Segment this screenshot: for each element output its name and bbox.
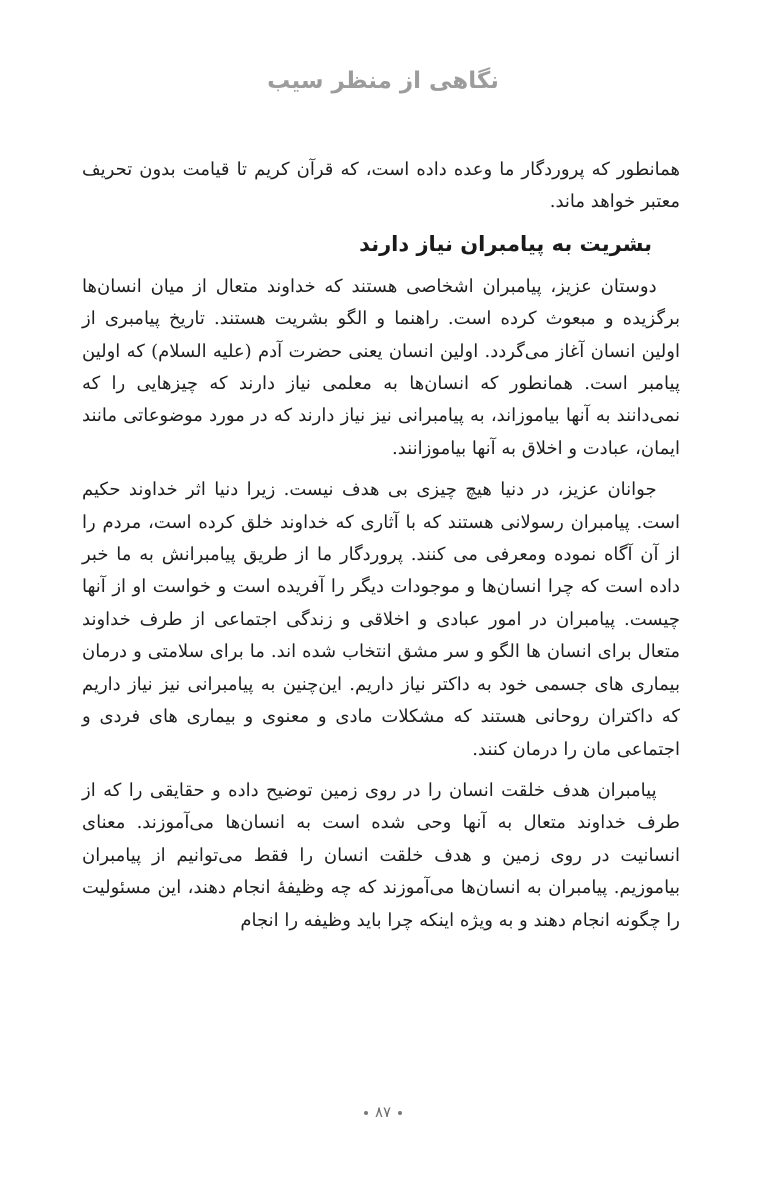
bullet-dot-icon [364,1111,368,1115]
bullet-dot-icon [398,1111,402,1115]
running-header-title: نگاهی از منظر سیب [267,68,499,94]
section-heading: بشریت به پیامبران نیاز دارند [359,231,652,256]
body-paragraph-2: جوانان عزیز، در دنیا هیچ چیزی بی هدف نیست. زیرا دنیا اثر خداوند حکیم است. پیامبران رسولانی هستند که با آثاری که خداوند خلق کرده است، مردم را از آن آگاه نموده ومعرفی می کنند. پروردگار ما از طریق پیامبرانش به ما خبر داده است که چرا انسان‌ها و موجودات دیگر را آفریده است و خواست او از آنها چیست. پیامبران در امور عبادی و اخلاقی و زندگی اجتماعی از طرف خداوند متعال برای انسان ها الگو و سر مشق انتخاب شده اند. ما برای سلامتی و درمان بیماری های جسمی خود به داکتر نیاز داریم. این‌چنین به پیامبرانی نیز نیاز داریم که داکتران روحانی هستند که مشکلات مادی و معنوی و بیماری های فردی و اجتماعی مان را درمان کنند. [82,479,680,760]
page-number-footer [0,1100,766,1124]
page-body [82,154,680,937]
body-paragraph-3: پیامبران هدف خلقت انسان را در روی زمین توضیح داده و حقایقی را که از طرف خداوند متعال به آنها وحی شده است به انسان‌ها می‌آموزند. معنای انسانیت در روی زمین و هدف خلقت انسان را فقط می‌توانیم از پیامبران بیاموزیم. پیامبران به انسان‌ها می‌آموزند که چه وظیفهٔ انجام دهند، این مسئولیت را چگونه انجام دهند و به ویژه اینکه چرا باید وظیفه را انجام [82,779,680,931]
page-number: ۸۷ [374,1103,392,1121]
intro-paragraph: همانطور که پروردگار ما وعده داده است، که قرآن کریم تا قیامت بدون تحریف معتبر خواهد ماند. [82,159,680,213]
body-paragraph-1: دوستان عزیز، پیامبران اشخاصی هستند که خداوند متعال از میان انسان‌ها برگزیده و مبعوث کرده است. راهنما و الگو بشریت هستند. تاریخ پیامبری از اولین انسان آغاز می‌گردد. اولین انسان یعنی حضرت آدم (علیه السلام) که اولین پیامبر است. همانطور که انسان‌ها به معلمی نیاز دارند که چیزهایی را که نمی‌دانند به آنها بیاموزاند، به پیامبرانی نیز نیاز دارند که در مورد موضوعاتی مانند ایمان، عبادت و اخلاق به آنها بیاموزانند. [82,275,680,459]
